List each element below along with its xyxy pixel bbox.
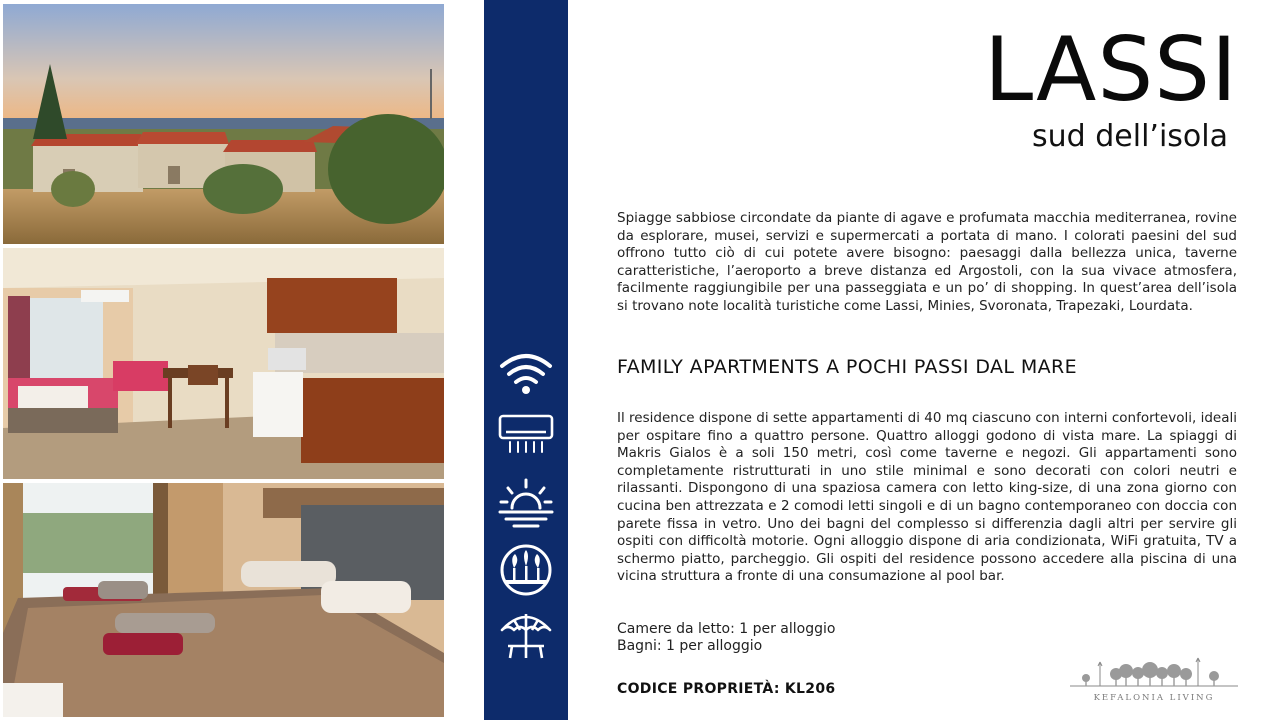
logo-text: KEFALONIA LIVING	[1093, 693, 1215, 703]
page-title: LASSI	[984, 18, 1238, 121]
section-heading: FAMILY APARTMENTS A POCHI PASSI DAL MARE	[617, 356, 1078, 378]
beach-umbrella-icon	[496, 608, 556, 664]
logo-trees-icon	[1066, 652, 1242, 692]
garden-icon	[496, 542, 556, 598]
photo-exterior	[3, 4, 444, 244]
intro-paragraph: Spiagge sabbiose circondate da piante di agave e profumata macchia mediterranea, rovine da esplorare, musei, servizi e supermercati a portata di mano. I colorati paesini del sud offrono tutto ciò di cui potete avere bisogno: paesaggi dalla bellezza unica, taverne caratteristiche, l’aeroporto a breve distanza ed Argostoli, con la sua vivace atmosfera, facilmente raggiungibile per una passeggiata e un po’ di shopping. In quest’area dell’isola si trovano note località turistiche come Lassi, Minies, Svoronata, Trapezaki, Lourdata.	[617, 210, 1237, 314]
photo-bedroom	[3, 483, 444, 717]
description-paragraph: Il residence dispone di sette appartamenti di 40 mq ciascuno con interni confortevoli, ideali per ospitare fino a quattro persone. Quattro alloggi godono di vista mare. La spiaggi di Makris Gialos è a soli 150 metri, così come taverne e negozi. Gli appartamenti sono completamente ristrutturati in uno stile minimal e sono decorati con colori neutri e rilassanti. Dispongono di una spaziosa camera con letto king-size, di una zona giorno con cucina ben attrezzata e 2 comodi letti singoli e di un bagno contemporaneo con doccia con parete fissa in vetro. Uno dei bagni del complesso si differenzia dagli altri per servire gli ospiti con difficoltà motorie. Ogni alloggio dispone di aria condizionata, WiFi gratuita, TV a schermo piatto, parcheggio. Gli ospiti del residence possono accedere alla piscina di una vicina struttura a fronte di una consumazione al pool bar.	[617, 410, 1237, 585]
kefalonia-living-logo	[1066, 652, 1242, 708]
air-conditioner-icon	[496, 406, 556, 462]
photo-kitchen	[3, 248, 444, 479]
wifi-icon	[496, 346, 556, 402]
amenities-sidebar	[484, 0, 568, 720]
sunrise-icon	[496, 474, 556, 530]
bathrooms-detail: Bagni: 1 per alloggio	[617, 638, 763, 654]
page-subtitle: sud dell’isola	[1032, 119, 1228, 154]
property-code: CODICE PROPRIETÀ: KL206	[617, 681, 836, 697]
bedrooms-detail: Camere da letto: 1 per alloggio	[617, 621, 836, 637]
